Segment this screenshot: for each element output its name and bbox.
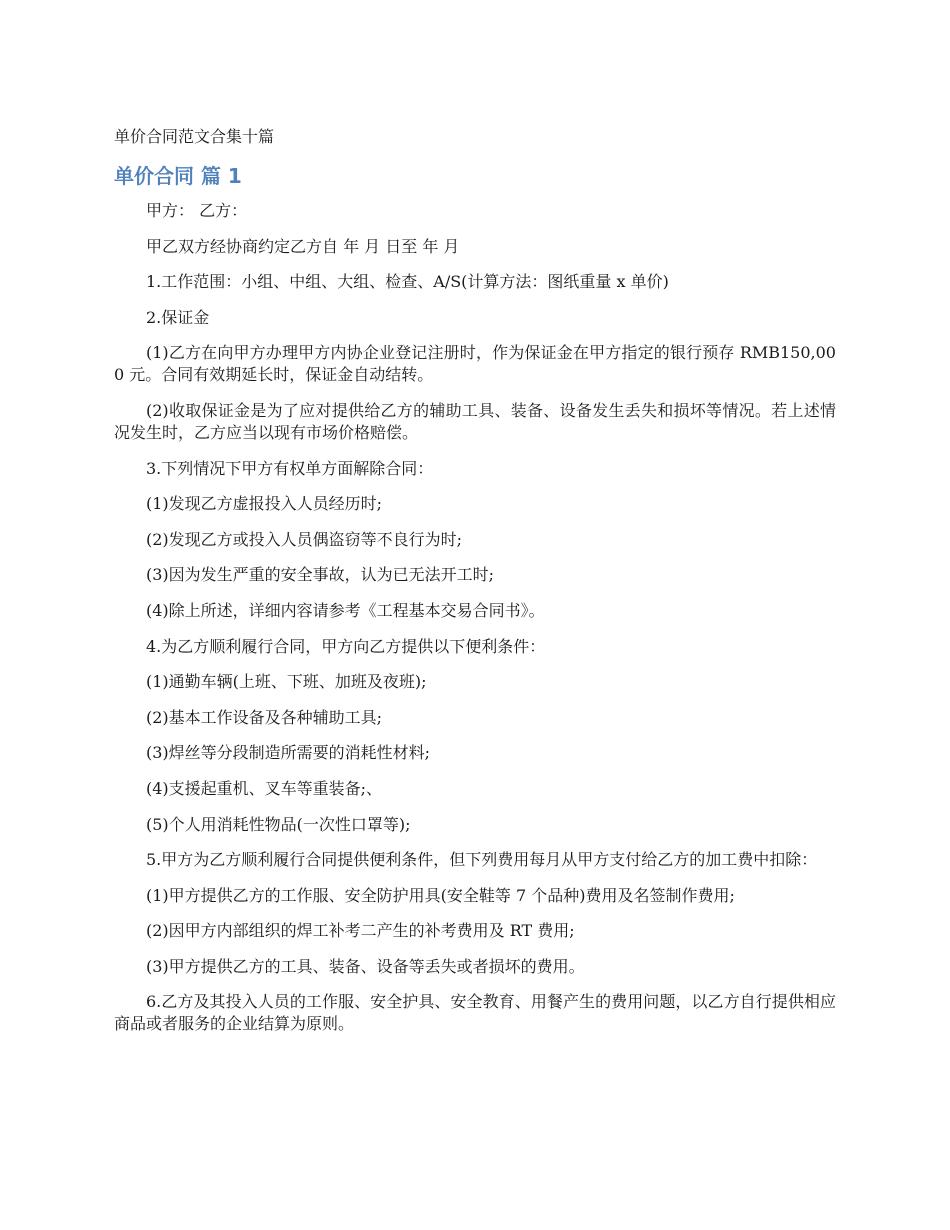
paragraph-termination-1: (1)发现乙方虚报投入人员经历时; [146, 494, 383, 514]
document-page [114, 124, 836, 1049]
paragraph-conditions-heading: 4.为乙方顺利履行合同，甲方向乙方提供以下便利条件： [146, 636, 546, 656]
paragraph-costs: 6.乙方及其投入人员的工作服、安全护具、安全教育、用餐产生的费用问题，以乙方自行提供相应商品或者服务的企业结算为原则。 [114, 992, 836, 1034]
paragraph-deposit-heading: 2.保证金 [146, 307, 210, 327]
paragraph-termination-2: (2)发现乙方或投入人员偶盗窃等不良行为时; [146, 529, 463, 549]
paragraph-conditions-1: (1)通勤车辆(上班、下班、加班及夜班); [146, 672, 427, 692]
paragraph-conditions-3: (3)焊丝等分段制造所需要的消耗性材料; [146, 743, 431, 763]
document-title: 单价合同范文合集十篇 [114, 127, 275, 146]
paragraph-termination-heading: 3.下列情况下甲方有权单方面解除合同： [146, 458, 434, 478]
paragraph-term: 甲乙双方经协商约定乙方自 年 月 日至 年 月 [146, 236, 460, 256]
paragraph-termination-4: (4)除上所述，详细内容请参考《工程基本交易合同书》。 [146, 600, 545, 620]
paragraph-deposit-1: (1)乙方在向甲方办理甲方内协企业登记注册时，作为保证金在甲方指定的银行预存 RMB150,000 元。合同有效期延长时，保证金自动结转。 [114, 343, 836, 385]
paragraph-conditions-2: (2)基本工作设备及各种辅助工具; [146, 707, 383, 727]
paragraph-deductions-2: (2)因甲方内部组织的焊工补考二产生的补考费用及 RT 费用; [146, 921, 575, 941]
paragraph-deductions-heading: 5.甲方为乙方顺利履行合同提供便利条件，但下列费用每月从甲方支付给乙方的加工费中扣除： [146, 850, 818, 870]
paragraph-conditions-4: (4)支援起重机、叉车等重装备;、 [146, 778, 383, 798]
section-heading: 单价合同 篇 1 [114, 164, 242, 188]
paragraph-deposit-2: (2)收取保证金是为了应对提供给乙方的辅助工具、装备、设备发生丢失和损坏等情况。若上述情况发生时，乙方应当以现有市场价格赔偿。 [114, 400, 836, 442]
paragraph-deductions-1: (1)甲方提供乙方的工作服、安全防护用具(安全鞋等 7 个品种)费用及名签制作费用; [146, 885, 735, 905]
paragraph-parties: 甲方： 乙方： [146, 201, 248, 220]
paragraph-deductions-3: (3)甲方提供乙方的工具、装备、设备等丢失或者损坏的费用。 [146, 956, 585, 976]
paragraph-conditions-5: (5)个人用消耗性物品(一次性口罩等); [146, 814, 411, 834]
paragraph-termination-3: (3)因为发生严重的安全事故，认为已无法开工时; [146, 565, 495, 585]
paragraph-scope: 1.工作范围：小组、中组、大组、检查、A/S(计算方法：图纸重量 x 单价) [146, 272, 669, 292]
